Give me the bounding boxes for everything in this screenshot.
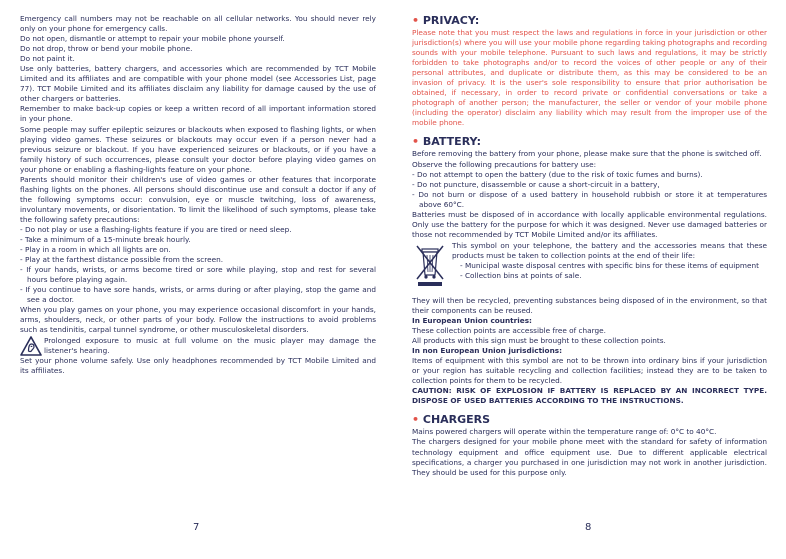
chargers-heading <box>412 413 767 427</box>
bullet-icon: • <box>412 413 420 427</box>
section-privacy <box>412 14 767 128</box>
privacy-text: Please note that you must respect the laws and regulations in force in your jurisdiction or other jurisdiction(s) where you will use your mobile phone regarding taking photographs and recording sounds with your mobile telephone. Pursuant to such laws and regulations, it may be strictly forbidden to take photographs and/or to record the voices of other people or any of their personal attributes, and duplicate or distribute them, as this may be considered to be an invasion of privacy. It is the user's sole responsibility to ensure that prior authorisation be obtained, if necessary, in order to record private or confidential conversations or take a photograph of another person; the manufacturer, the seller or vendor of your mobile phone (including the operator) disclaim any liability which may result from the improper use of the mobile phone. <box>412 28 767 128</box>
list-item: - Do not play or use a flashing-lights feature if you are tired or need sleep. <box>20 224 292 234</box>
hearing-warning <box>20 336 376 356</box>
page-number-left: 7 <box>193 522 200 533</box>
list-item: - Do not puncture, disassemble or cause a short-circuit in a battery, <box>412 179 660 189</box>
non-eu-text: Items of equipment with this symbol are not to be thrown into ordinary bins if your jurisdiction or your region has suitable recycling and collection facilities; instead they are to be taken to collection points for them to be recycled. <box>412 356 767 386</box>
page-number-right: 8 <box>585 522 592 533</box>
bullet-icon: • <box>412 14 420 27</box>
paragraph-dismantle: Do not open, dismantle or attempt to repair your mobile phone yourself. <box>20 34 285 44</box>
list-item: - Play at the farthest distance possible from the screen. <box>20 255 224 265</box>
chargers-title: CHARGERS <box>422 413 491 427</box>
list-item: - Do not burn or dispose of a used battery in household rubbish or store it at temperatures above 60°C. <box>412 189 767 209</box>
hearing-warning-icon <box>20 336 44 356</box>
hearing-warning-text: Prolonged exposure to music at full volume on the music player may damage the listener's hearing. <box>44 335 376 355</box>
chargers-text-2: The chargers designed for your mobile phone meet with the standard for safety of information technology equipment and office equipment use. Due to different applicable electrical specifications, a charger you purchased in one jurisdiction may not work in another jurisdiction. They should be used for this purpose only. <box>412 437 767 477</box>
recycled-text: They will then be recycled, preventing substances being disposed of in the environment, so that their components can be reused. <box>412 295 767 315</box>
list-item: - Take a minimum of a 15-minute break hourly. <box>20 235 191 245</box>
paragraph-volume: Set your phone volume safely. Use only headphones recommended by TCT Mobile Limited and its affiliates. <box>20 355 376 375</box>
list-item: - Play in a room in which all lights are on. <box>20 245 171 255</box>
privacy-title: PRIVACY: <box>422 14 480 27</box>
symbol-text: This symbol on your telephone, the battery and the accessories means that these products must be taken to collection points at the end of their life: <box>452 240 767 260</box>
paragraph-paint: Do not paint it. <box>20 54 75 64</box>
chargers-text-1: Mains powered chargers will operate within the temperature range of: 0°C to 40°C. <box>412 427 717 437</box>
recycling-symbol-block <box>412 241 767 291</box>
eu-text-2: All products with this sign must be brought to these collection points. <box>412 336 666 346</box>
left-page-column <box>20 14 376 376</box>
paragraph-discomfort: When you play games on your phone, you may experience occasional discomfort in your hands, arms, shoulders, neck, or other parts of your body. Follow the instructions to avoid problems such as tendinitis, carpal tunnel syndrome, or other musculoskeletal disorders. <box>20 305 376 335</box>
list-item: - If you continue to have sore hands, wrists, or arms during or after playing, stop the game and see a doctor. <box>20 285 376 305</box>
paragraph-parents: Parents should monitor their children's use of video games or other features that incorporate flashing lights on the phones. All persons should discontinue use and consult a doctor if any of the following symptoms occur: convulsion, eye or muscle twitching, loss of awareness, involuntary movements, or disorientation. To limit the likelihood of such symptoms, please take the following safety precautions: <box>20 174 376 224</box>
paragraph-drop: Do not drop, throw or bend your mobile phone. <box>20 44 193 54</box>
section-battery <box>412 135 767 406</box>
privacy-heading <box>412 14 767 28</box>
battery-intro: Before removing the battery from your phone, please make sure that the phone is switched off. <box>412 149 762 159</box>
paragraph-accessories: Use only batteries, battery chargers, and accessories which are recommended by TCT Mobile Limited and its affiliates and are compatible with your phone model (see Accessories List, page 77). TCT Mobile Limited and its affiliates disclaim any liability for damage caused by the use of other chargers or batteries. <box>20 64 376 104</box>
paragraph-emergency: Emergency call numbers may not be reachable on all cellular networks. You should never rely only on your phone for emergency calls. <box>20 14 376 34</box>
list-item: - If your hands, wrists, or arms become tired or sore while playing, stop and rest for several hours before playing again. <box>20 265 376 285</box>
paragraph-epilepsy: Some people may suffer epileptic seizures or blackouts when exposed to flashing lights, or when playing video games. These seizures or blackouts may occur even if a person never had a previous seizure or blackout. If you have experienced seizures or blackouts, or if you have a family history of such occurrences, please consult your doctor before playing video games on your phone or enabling a flashing-lights feature on your phone. <box>20 124 376 174</box>
paragraph-backup: Remember to make back-up copies or keep a written record of all important information stored in your phone. <box>20 104 376 124</box>
battery-precautions: Observe the following precautions for battery use: <box>412 159 597 169</box>
list-item: - Do not attempt to open the battery (due to the risk of toxic fumes and burns). <box>412 169 703 179</box>
right-page-column <box>412 14 767 478</box>
eu-heading: In European Union countries: <box>412 315 532 325</box>
bullet-icon: • <box>412 135 420 149</box>
crossed-out-wheelie-bin-icon <box>412 241 452 291</box>
eu-text-1: These collection points are accessible free of charge. <box>412 326 606 336</box>
caution-text: CAUTION: RISK OF EXPLOSION IF BATTERY IS REPLACED BY AN INCORRECT TYPE. DISPOSE OF USED BATTERIES ACCORDING TO THE INSTRUCTIONS. <box>412 386 767 406</box>
battery-dispose: Batteries must be disposed of in accordance with locally applicable environmental regulations. Only use the battery for the purpose for which it was designed. Never use damaged batteries or those not recommended by TCT Mobile Limited and/or its affiliates. <box>412 209 767 239</box>
battery-title: BATTERY: <box>422 135 481 149</box>
non-eu-heading: In non European Union jurisdictions: <box>412 346 563 356</box>
list-item: - Municipal waste disposal centres with specific bins for these items of equipment <box>460 260 760 270</box>
battery-heading <box>412 135 767 149</box>
section-chargers <box>412 413 767 477</box>
list-item: - Collection bins at points of sale. <box>460 271 582 281</box>
